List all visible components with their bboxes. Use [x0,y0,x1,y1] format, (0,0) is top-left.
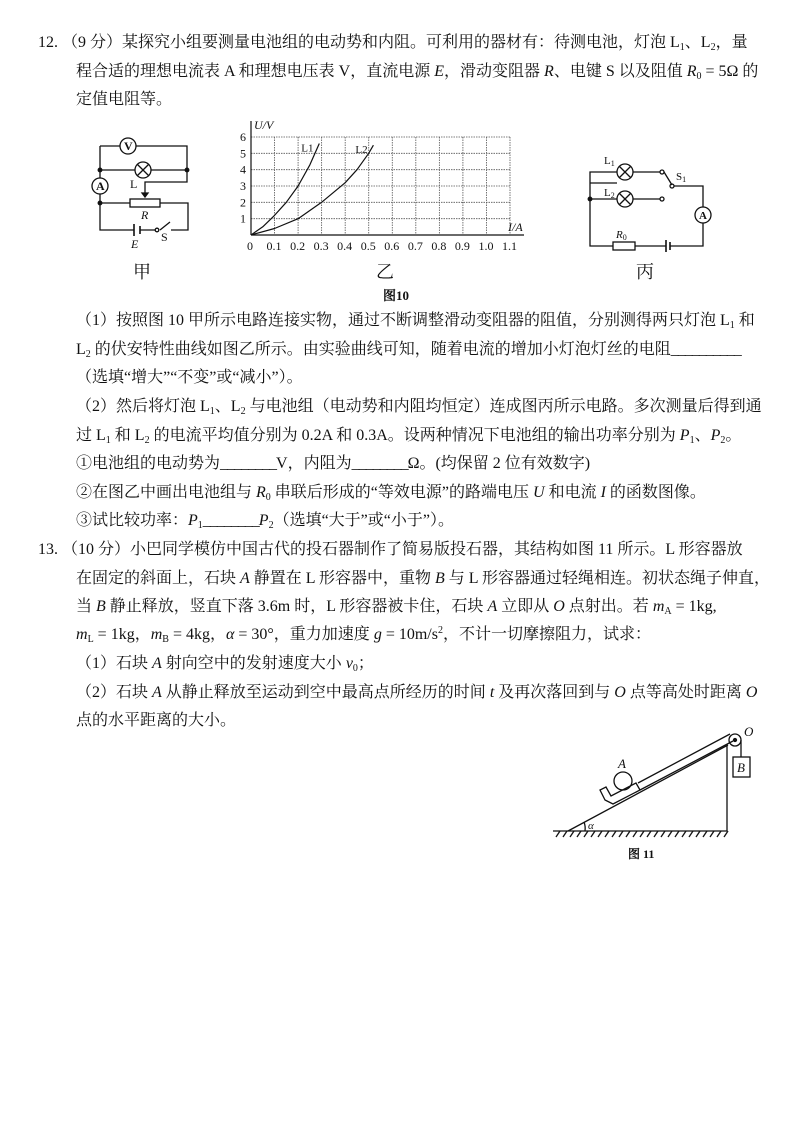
stone-a-icon [614,772,632,790]
text-run: 12. （9 分）某探究小组要测量电池组的电动势和内阻。可利用的器材有：待测电池，灯泡 L [38,34,680,51]
switch-label: S1 [676,171,687,184]
hatch-mark [668,831,672,837]
text-run: 0 [352,663,358,674]
caption-jia: 甲 [133,262,151,282]
text-run: ，滑动变阻器 [444,63,545,80]
figure-11-caption: 图 11 [628,847,655,861]
text-run: g [373,626,382,643]
weight-b-label: B [737,760,745,775]
text-run: 1 [729,320,735,331]
text-run: α [225,626,235,643]
series-label: L1 [301,142,314,155]
text-run: m [150,626,163,643]
y-tick-label: 3 [240,179,246,193]
caption-yi: 乙 [376,262,394,282]
y-tick-label: 5 [240,146,246,161]
series-label: L2 [355,144,368,157]
y-tick-label: 4 [240,162,246,177]
text-run: 1 [197,520,203,531]
text-run: 1 [689,435,695,446]
l-container [600,783,640,804]
text-run: t [489,684,495,701]
text-run: 射向空中的发射速度大小 [161,655,346,672]
text-run: P [188,512,198,529]
hatch-mark [619,831,623,837]
text-run: v [345,655,353,672]
ground-hatch [556,831,728,837]
answer-blank[interactable]: ________ [351,455,408,472]
text-run: 程合适的理想电流表 A 和理想电压表 V，直流电源 [76,63,435,80]
hatch-mark [717,831,721,837]
text-run: 点等高处时距离 [625,684,746,701]
text-run: 与 L 形容器通过轻绳相连。初状态绳子伸直， [444,570,770,587]
hatch-mark [682,831,686,837]
text-run: （1）石块 [76,655,153,672]
x-tick-label: 0.6 [384,239,400,253]
switch-label: S [161,230,168,244]
x-tick-label: 1.1 [502,239,517,253]
text-run: 2 [85,349,91,360]
text-run: 、L [214,398,241,415]
text-run: O [614,684,626,701]
text-run: = 1kg， [93,626,151,643]
hatch-mark [556,831,560,837]
text-run: R [256,484,266,501]
text-run: 。 [725,427,742,444]
text-run: 2 [240,406,246,417]
answer-blank[interactable]: ________ [220,455,277,472]
x-axis-label: I/A [508,220,523,234]
text-run: 从静止释放至运动到空中最高点所经历的时间 [161,684,490,701]
hatch-mark [696,831,700,837]
text-run: R [544,63,554,80]
text-run: 的电流平均值分别为 0.2A 和 0.3A。设两种情况下电池组的输出功率分别为 [149,427,680,444]
text-run: 点射出。若 [564,598,653,615]
text-run: 和电流 [544,484,601,501]
hatch-mark [633,831,637,837]
lamp2-label: L2 [604,187,615,200]
text-run: P [679,427,690,444]
answer-blank[interactable]: __________ [670,341,741,358]
text-run: 的函数图像。 [605,484,706,501]
text-run: A [152,684,162,701]
text-run: m [76,626,88,643]
text-run: ，量 [715,34,748,51]
text-run: B [162,634,169,645]
hatch-mark [640,831,644,837]
text-run: O [745,684,758,701]
text-run: ，不计一切摩擦阻力，试求： [442,626,651,643]
text-run: U [533,484,545,501]
text-run: O [553,598,565,615]
text-run: 立即从 [497,598,554,615]
text-run: A [152,655,162,672]
y-axis-label: U/V [254,118,274,132]
voltmeter-label: V [124,139,133,153]
text-run: 2 [144,435,150,446]
text-run: 、电键 S 以及阻值 [553,63,687,80]
hatch-mark [612,831,616,837]
hatch-mark [724,831,728,837]
y-tick-label: 6 [240,130,246,144]
hatch-mark [703,831,707,837]
x-tick-label: 0.5 [360,239,376,253]
text-run: 、 [694,427,711,444]
x-tick-label: 1.0 [478,239,494,253]
hatch-mark [577,831,581,837]
text-run: （选填“大于”或“小于”）。 [273,512,454,529]
stone-a-label: A [618,756,626,771]
hatch-mark [710,831,714,837]
lamp-label: L [130,177,138,191]
caption-bing: 丙 [636,262,654,282]
text-run: 点的水平距离的大小。 [76,712,237,729]
text-run: 1 [679,42,685,53]
source-label: E [131,237,139,251]
text-run: 2 [268,520,274,531]
x-tick-label: 0 [247,239,253,253]
hatch-mark [647,831,651,837]
text-run: m [652,598,665,615]
text-run: 2 [437,625,443,636]
text-run: （2）然后将灯泡 L [76,398,210,415]
text-run: （1）按照图 10 甲所示电路连接实物，通过不断调整滑动变阻器的阻值，分别测得两只灯泡 L [76,312,730,329]
incline [568,745,728,831]
text-run: ③试比较功率： [76,512,189,529]
resistor-label: R0 [616,229,627,242]
text-run: 0 [696,71,702,82]
text-run: P [710,427,721,444]
text-run: 1 [105,435,111,446]
hatch-mark [570,831,574,837]
text-run: L [87,634,94,645]
text-run: B [434,570,445,587]
text-run: = 1kg, [671,598,717,615]
text-run: 13. （10 分）小巴同学模仿中国古代的投石器制作了简易版投石器，其结构如图 11 所示。L 形容器放 [38,541,743,558]
text-run: = 30°，重力加速度 [234,626,374,643]
rheostat-label: R [141,208,149,222]
hatch-mark [563,831,567,837]
text-run: ； [357,655,374,672]
ammeter-label: A [699,210,707,222]
hatch-mark [654,831,658,837]
text-run: 串联后形成的“等效电源”的路端电压 [270,484,534,501]
text-run: 当 [76,598,97,615]
text-run: 的伏安特性曲线如图乙所示。由实验曲线可知，随着电流的增加小灯泡灯丝的电阻 [90,341,671,358]
hatch-mark [689,831,693,837]
text-run: A [487,598,498,615]
x-tick-label: 0.9 [454,239,470,253]
hatch-mark [661,831,665,837]
x-tick-label: 0.3 [313,239,329,253]
point-o-label: O [744,724,754,739]
text-run: （选填“增大”“不变”或“减小”）。 [76,369,303,386]
figure-10-caption: 图10 [383,288,410,303]
text-run: P [258,512,269,529]
text-run: = 4kg， [168,626,226,643]
text-run: （2）石块 [76,684,153,701]
ammeter-label: A [96,179,105,193]
text-run: ②在图乙中画出电池组与 [76,484,257,501]
text-run: A [240,570,250,587]
x-tick-label: 0.8 [431,239,447,253]
text-run: A [664,606,672,617]
text-run: L [76,341,86,358]
text-run: 及再次落回到与 [494,684,615,701]
text-run: 与电池组（电动势和内阻均恒定）连成图丙所示电路。多次测量后得到通 [245,398,762,415]
text-run: 定值电阻等。 [76,91,173,108]
hatch-mark [675,831,679,837]
hatch-mark [605,831,609,837]
text-run: 静止释放，竖直下落 3.6m 时，L 形容器被卡住，石块 [105,598,488,615]
text-run: 2 [710,42,716,53]
text-run: 静置在 L 形容器中，重物 [249,570,435,587]
text-run: 和 [734,312,755,329]
container-arm [638,734,733,790]
x-tick-label: 0.4 [337,239,353,253]
text-run: = 5Ω 的 [701,63,759,80]
text-run: 在固定的斜面上，石块 [76,570,241,587]
text-run: = 10m/s [381,626,438,643]
hatch-mark [598,831,602,837]
text-run: ①电池组的电动势为 [76,455,221,472]
text-run: 1 [209,406,215,417]
text-run: 过 L [76,427,106,444]
y-tick-label: 2 [240,195,246,210]
text-run: V，内阻为 [276,455,352,472]
text-run: Ω。(均保留 2 位有效数字) [407,455,591,472]
text-run: 2 [720,435,726,446]
text-run: E [434,63,445,80]
x-tick-label: 0.7 [407,239,423,253]
hatch-mark [626,831,630,837]
answer-blank[interactable]: ________ [202,512,259,529]
text-run: B [96,598,106,615]
x-tick-label: 0.1 [266,239,282,253]
text-run: I [600,484,606,501]
text-run: 、L [684,34,711,51]
text-run: 和 L [110,427,145,444]
x-tick-label: 0.2 [290,239,306,253]
text-run: R [686,63,697,80]
lamp1-label: L1 [604,155,615,168]
angle-label: α [588,820,594,832]
y-tick-label: 1 [240,211,246,226]
text-run: 0 [265,492,271,503]
